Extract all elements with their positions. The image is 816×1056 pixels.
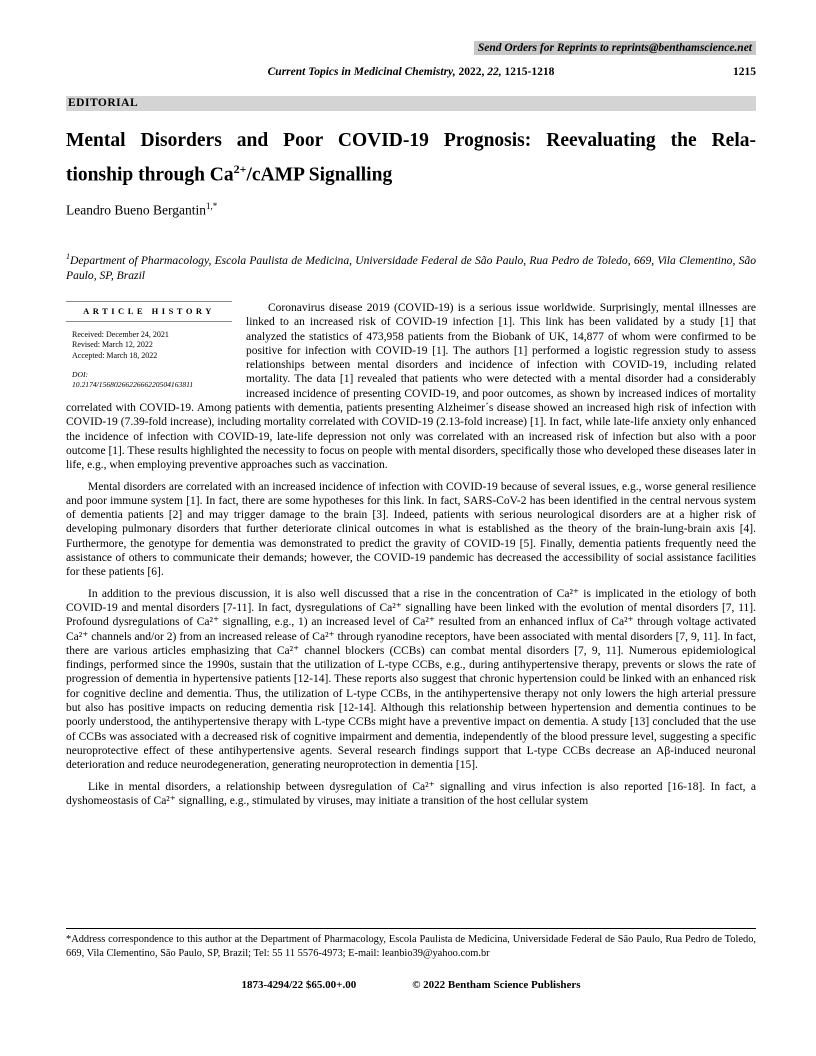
- article-history-heading: ARTICLE HISTORY: [83, 306, 215, 316]
- affiliation-marker: 1: [66, 252, 70, 261]
- article-title-line1: Mental Disorders and Poor COVID-19 Prognosis: Reevaluating the Rela-: [66, 130, 756, 151]
- author-line: [66, 201, 756, 219]
- journal-name: Current Topics in Medicinal Chemistry,: [267, 66, 456, 78]
- article-history-box: [66, 301, 232, 389]
- affiliation: [66, 249, 756, 284]
- journal-year: 2022,: [458, 66, 485, 78]
- doi-block: [66, 370, 232, 389]
- article-title-line2: tionship through $Ca^{2+}$/cAMP Signalling: [66, 162, 393, 186]
- revised-date: Revised: March 12, 2022: [72, 340, 153, 349]
- paragraph-1: Coronavirus disease 2019 (COVID-19) is a serious issue worldwide. Surprisingly, mental illnesses are linked to an increased risk of COVID-19 infection [1]. This link has been validated by a study [1] that analyzed the statistics of 473,958 patients from the Biobank of UK, 14,877 of whom were confirmed to be positive for infection with COVID-19 [1]. The authors [1] performed a logistic regression study to assess relationships between mental disorders and incidence of infection with COVID-19, including related mortality. The data [1] revealed that patients who were detected with a mental disorder had a considerably increased incidence of presenting COVID-19, and poor outcomes, as shown by increased indices of mortality correlated with COVID-19. Among patients with dementia, patients presenting Alzheimer´s disease showed an increased high risk of infection with COVID-19 (7.39-fold increase), including mortality correlated with COVID-19 (2.13-fold increase) [1]. In fact, while late-life anxiety only enhanced the incidence of infection with COVID-19, late-life depression not only was correlated with an increased risk of infection but also with a poor outcome [1]. These results highlighted the necessity to focus on people with mental disorders, specifically those who developed these diseases later in life, e.g., when employing preventive approaches such as vaccination.: [66, 302, 756, 472]
- journal-citation-line: [66, 66, 756, 78]
- issn-price: 1873-4294/22 $65.00+.00: [241, 979, 357, 991]
- paragraph-2: Mental disorders are correlated with an increased incidence of infection with COVID-19 because of several issues, e.g., worse general resilience and poor immune system [1]. In fact, there are some hypotheses for this link. In fact, SARS-CoV-2 has been identified in the central nervous system of dementia patients [2] and may trigger damage to the brain [3]. Indeed, patients with serious neurological disorders are at a higher risk of developing pulmonary disorders that further deteriorate clinical outcomes in what is established as the theory of the brain-lung-brain axis [4]. Furthermore, the genotype for dementia was demonstrated to predict the gravity of COVID-19 [5]. Finally, dementia patients frequently need the assistance of others to communicate their demands; however, the COVID-19 pandemic has decreased the accessibility of social assistance facilities for these patients [6].: [66, 480, 756, 579]
- author-name: Leandro Bueno Bergantin: [66, 202, 206, 218]
- page-number: 1215: [733, 66, 756, 78]
- title-superscript: 2+: [233, 162, 247, 176]
- copyright-notice: © 2022 Bentham Science Publishers: [412, 979, 581, 991]
- reprint-notice: Send Orders for Reprints to reprints@benthamscience.net: [474, 41, 756, 55]
- article-title: [66, 127, 756, 190]
- paragraph-4: Like in mental disorders, a relationship between dysregulation of Ca²⁺ signalling and virus infection is also reported [16-18]. In fact, a dyshomeostasis of Ca²⁺ signalling, e.g., stimulated by viruses, may initiate a transition of the host cellular system: [66, 780, 756, 807]
- paragraph-3: In addition to the previous discussion, it is also well discussed that a rise in the concentration of Ca²⁺ is implicated in the etiology of both COVID-19 and mental disorders [7-11]. In fact, dysregulations of Ca²⁺ signalling have been linked with the evolution of mental disorders [7, 11]. Profound dysregulations of Ca²⁺ signalling, e.g., 1) an increased level of Ca²⁺ resulted from an enhanced influx of Ca²⁺ through voltage activated Ca²⁺ channels and/or 2) from an increased release of Ca²⁺ through ryanodine receptors, have been associated with mental disorders [7, 9, 11]. In fact, there are various articles emphasizing that Ca²⁺ channel blockers (CCBs) can combat mental disorders [7, 9, 11]. Numerous epidemiological findings, performed since the 1990s, sustain that the utilization of L-type CCBs, e.g., during antihypertensive therapy, prevents or slows the rate of progression of dementia in hypertensive patients [12-14]. These reports also suggest that chronic hypertension could be linked with an enhanced risk for cognitive decline and dementia. Thus, the utilization of L-type CCBs, in the antihypertensive therapy not only lowers the high arterial pressure but also has positive impacts on reducing dementia risk [12-14]. Although this relationship between hypertension and dementia continues to be poorly understood, the antihypertensive therapy with L-type CCBs might have a preventive impact on dementia. A study [13] concluded that the use of CCBs was associated with a decreased risk of cognitive impairment and dementia, independently of the blood pressure level, suggesting a specific neuroprotective effect of these antihypertensive agents. Several research findings support that L-type CCBs decrease an Aβ-induced neuronal deterioration and reduce neurodegeneration, generating neuroprotection in dementia [15].: [66, 587, 756, 772]
- affiliation-text: Department of Pharmacology, Escola Paulista de Medicina, Universidade Federal de São Paulo, Rua Pedro de Toledo, 669, Vila Clementino, São Paulo, SP, Brazil: [66, 253, 756, 283]
- correspondence-footnote: *Address correspondence to this author at the Department of Pharmacology, Escola Paulista de Medicina, Universidade Federal de São Paulo, Rua Pedro de Toledo, 669, Vila Clementino, São Paulo, SP, Brazil; Tel: 55 11 5576-4973; E-mail: leanbio39@yahoo.com.br: [66, 928, 756, 961]
- doi-value: 10.2174/1568026622666220504163811: [72, 379, 194, 389]
- history-rule-bottom: [66, 321, 232, 322]
- article-body: [66, 301, 756, 815]
- journal-pages: 1215-1218: [504, 66, 555, 78]
- page-footer: [66, 979, 756, 991]
- received-date: Received: December 24, 2021: [72, 329, 169, 339]
- article-history-dates: [66, 330, 232, 362]
- author-affiliation-marker: 1,*: [205, 201, 218, 211]
- journal-volume: 22,: [487, 66, 502, 78]
- reprint-notice-line: [66, 42, 756, 54]
- journal-citation: [66, 66, 756, 78]
- doi-label: DOI:: [72, 370, 89, 379]
- accepted-date: Accepted: March 18, 2022: [72, 350, 158, 360]
- section-label: EDITORIAL: [66, 96, 756, 111]
